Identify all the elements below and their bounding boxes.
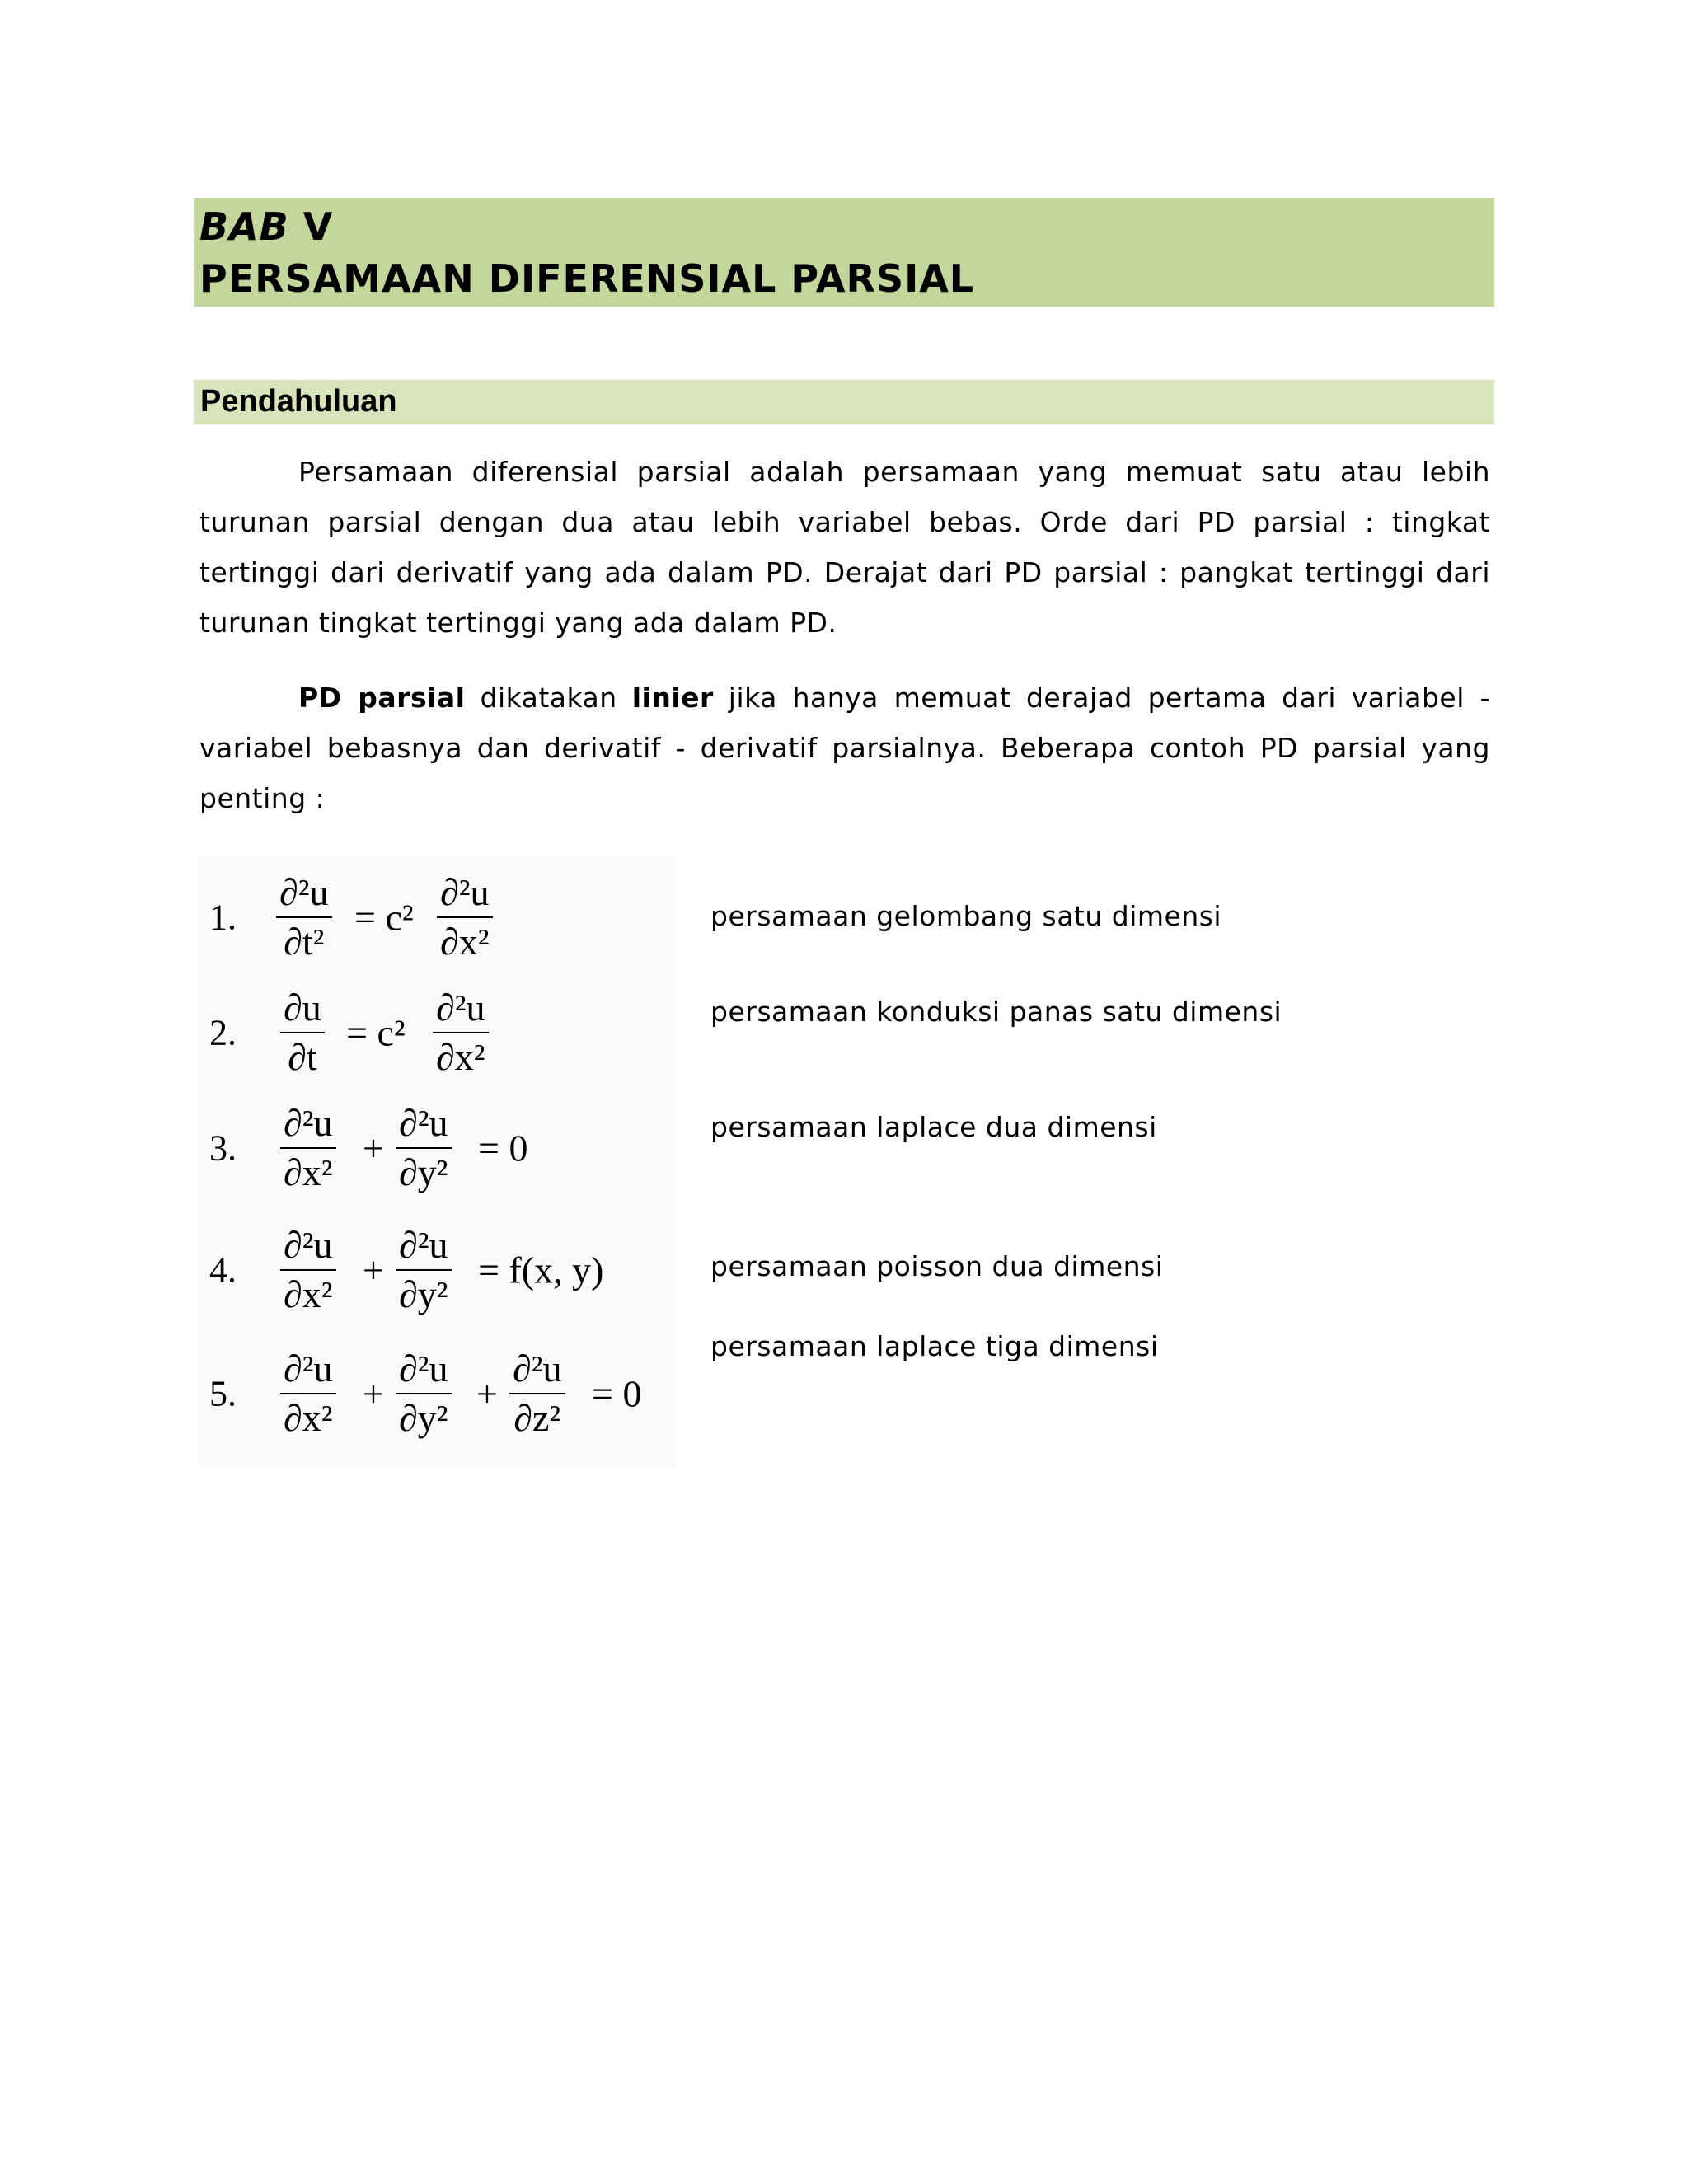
section-heading <box>194 380 1494 424</box>
equation-5 <box>198 1340 676 1447</box>
operator: + <box>363 1372 384 1415</box>
equation-4 <box>198 1216 676 1324</box>
chapter-title: PERSAMAAN DIFERENSIAL PARSIAL <box>199 256 975 301</box>
equation-number: 3. <box>209 1127 237 1169</box>
fraction: ∂²u ∂y² <box>396 1226 452 1314</box>
fraction: ∂²u ∂x² <box>280 1104 336 1192</box>
operator: + <box>363 1249 384 1291</box>
equation-3-description: persamaan laplace dua dimensi <box>710 1111 1157 1143</box>
operator: = 0 <box>592 1372 642 1415</box>
operator: + <box>363 1127 384 1169</box>
fraction: ∂u ∂t <box>280 989 325 1076</box>
equation-4-description: persamaan poisson dua dimensi <box>710 1250 1164 1282</box>
equation-number: 5. <box>209 1373 237 1414</box>
linear-pde-paragraph: PD parsial dikatakan linier jika hanya memuat derajad pertama dari variabel - variabel bebasnya dan derivatif - derivatif parsialnya. Beberapa contoh PD parsial yang penting : <box>199 682 1490 814</box>
equation-1 <box>198 864 676 971</box>
equations-figure <box>198 857 676 1467</box>
chapter-heading <box>194 198 1494 307</box>
section-title: Pendahuluan <box>200 384 397 419</box>
operator: = c² <box>346 1011 406 1054</box>
fraction: ∂²u ∂y² <box>396 1350 452 1437</box>
equation-2-description: persamaan konduksi panas satu dimensi <box>710 996 1282 1028</box>
equation-2 <box>198 979 676 1086</box>
operator: = f(x, y) <box>478 1249 604 1291</box>
equation-5-description: persamaan laplace tiga dimensi <box>710 1330 1159 1362</box>
fraction: ∂²u ∂x² <box>280 1226 336 1314</box>
fraction: ∂²u ∂y² <box>396 1104 452 1192</box>
operator: + <box>476 1372 498 1415</box>
equation-number: 1. <box>209 897 237 938</box>
equation-1-description: persamaan gelombang satu dimensi <box>710 900 1222 932</box>
operator: = c² <box>354 896 414 939</box>
fraction: ∂²u ∂x² <box>433 989 489 1076</box>
equation-number: 2. <box>209 1012 237 1053</box>
chapter-number: BAB V <box>199 204 334 249</box>
operator: = 0 <box>478 1127 528 1169</box>
fraction: ∂²u ∂x² <box>437 874 493 961</box>
equation-number: 4. <box>209 1249 237 1291</box>
fraction: ∂²u ∂z² <box>509 1350 565 1437</box>
fraction: ∂²u ∂t² <box>276 874 332 961</box>
fraction: ∂²u ∂x² <box>280 1350 336 1437</box>
intro-paragraph: Persamaan diferensial parsial adalah persamaan yang memuat satu atau lebih turunan parsial dengan dua atau lebih variabel bebas. Orde dari PD parsial : tingkat tertinggi dari derivatif yang ada dalam PD. Derajat dari PD parsial : pangkat tertinggi dari turunan tingkat tertinggi yang ada dalam PD. <box>199 456 1490 639</box>
equation-3 <box>198 1094 676 1202</box>
